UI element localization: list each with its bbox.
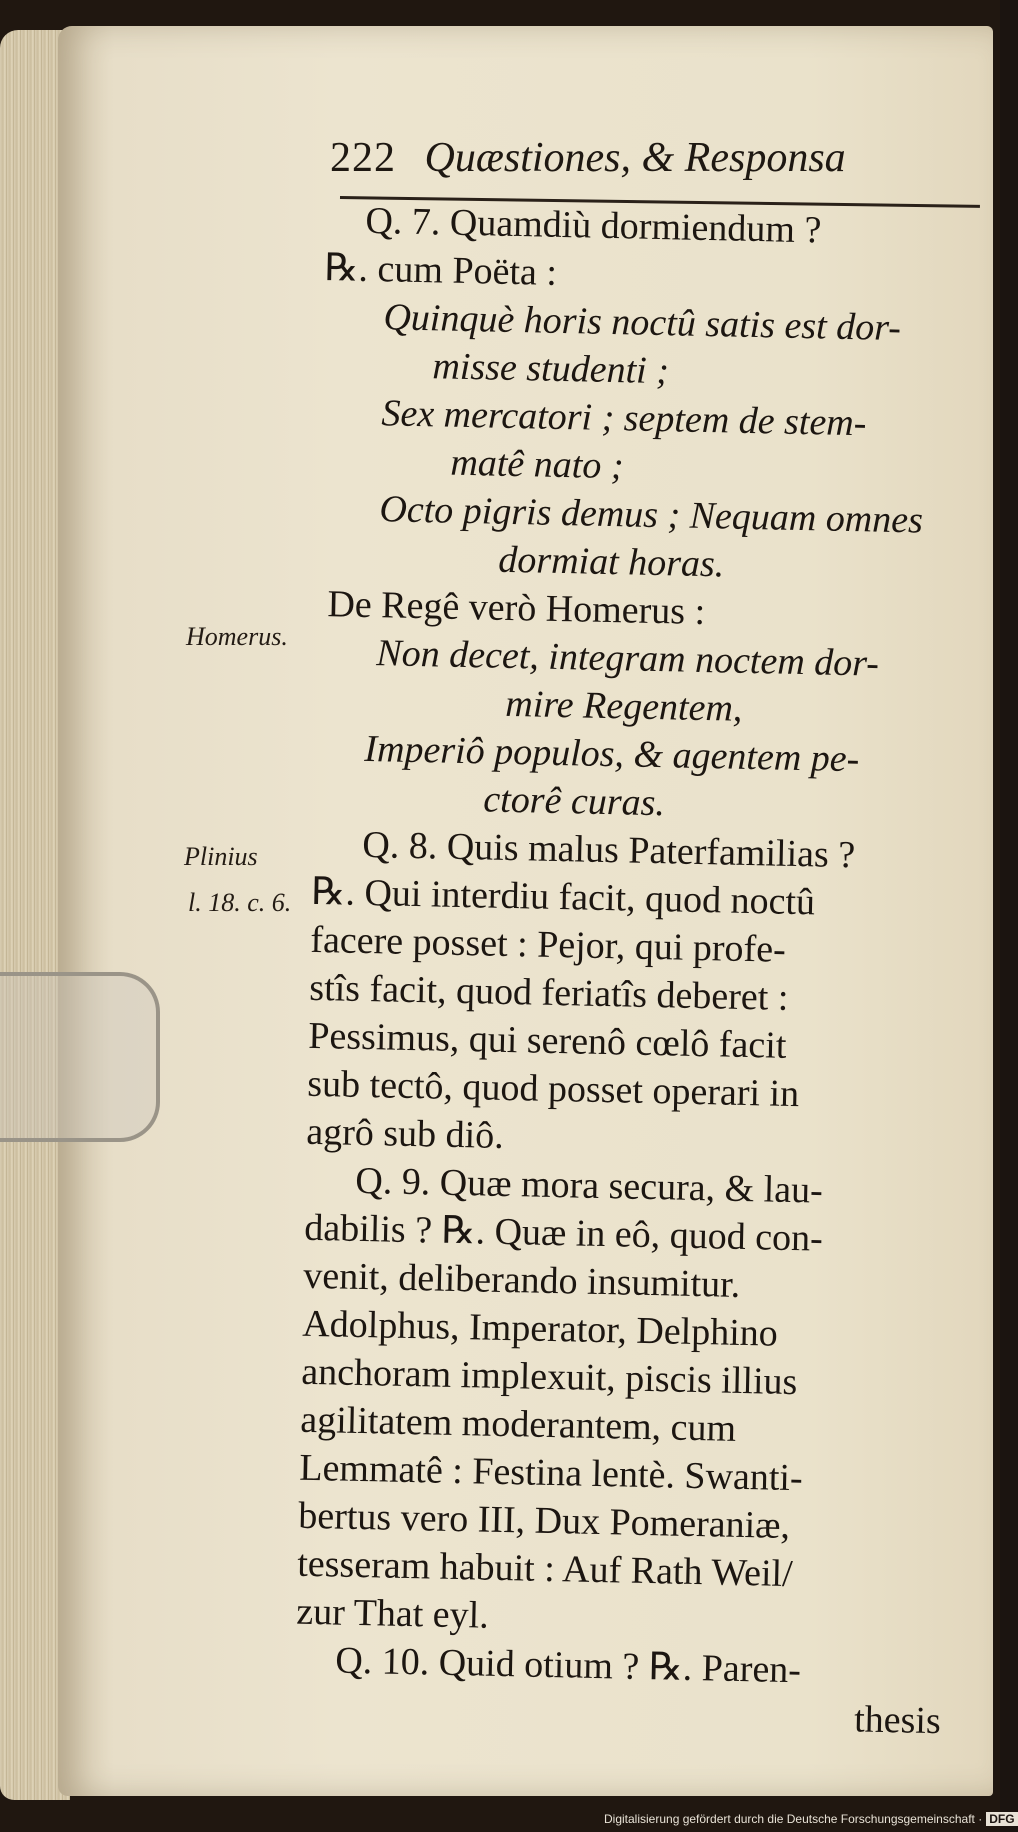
- text-line: Q. 7. Quamdiù dormiendum ?: [365, 199, 822, 252]
- text-line: agilitatem moderantem, cum: [299, 1398, 737, 1450]
- digitization-credit: [604, 1812, 1018, 1826]
- text-line: stîs facit, quod feriatîs deberet :: [308, 966, 789, 1019]
- text-line: Lemmatê : Festina lentè. Swanti-: [298, 1446, 804, 1500]
- text-line: matê nato ;: [450, 441, 624, 488]
- text-line: agrô sub diô.: [305, 1110, 505, 1157]
- margin-note-plinius: Plinius: [184, 842, 258, 871]
- margin-note-homerus: Homerus.: [186, 622, 288, 651]
- running-title: Quæstiones, & Responsa: [424, 135, 846, 181]
- text-line: Pessimus, qui serenô cœlô facit: [307, 1014, 787, 1067]
- text-line: tesseram habuit : Auf Rath Weil/: [296, 1542, 794, 1596]
- text-line: sub tectô, quod posset operari in: [306, 1062, 800, 1116]
- text-line: thesis: [853, 1698, 942, 1743]
- text-line: venit, deliberando insumitur.: [302, 1254, 741, 1306]
- text-line: ℞. Qui interdiu facit, quod noctû: [310, 870, 816, 924]
- text-line: anchoram implexuit, piscis illius: [300, 1350, 798, 1404]
- margin-note-reference: l. 18. c. 6.: [188, 888, 292, 917]
- text-line: Sex mercatori ; septem de stem-: [381, 392, 867, 445]
- text-line: ℞. cum Poëta :: [324, 246, 558, 294]
- text-line: De Regê verò Homerus :: [327, 583, 706, 634]
- text-line: mire Regentem,: [504, 682, 743, 730]
- text-line: bertus vero III, Dux Pomeraniæ,: [297, 1494, 791, 1548]
- page-number: 222: [330, 135, 396, 181]
- text-line: zur That eyl.: [295, 1590, 490, 1637]
- text-line: dabilis ? ℞. Quæ in eô, quod con-: [303, 1206, 824, 1260]
- text-line: Q. 8. Quis malus Paterfamilias ?: [361, 823, 856, 877]
- body-text: [294, 196, 976, 1745]
- text-line: facere posset : Pejor, qui profe-: [309, 918, 787, 971]
- text-line: Adolphus, Imperator, Delphino: [301, 1302, 779, 1355]
- text-line: Quinquè horis noctû satis est dor-: [383, 296, 902, 350]
- text-line: Imperiô populos, & agentem pe-: [363, 727, 860, 781]
- text-line: Non decet, integram noctem dor-: [375, 632, 880, 685]
- text-line: Q. 9. Quæ mora secura, & lau-: [354, 1159, 824, 1212]
- text-line: dormiat horas.: [497, 538, 725, 586]
- page-clip: [0, 972, 160, 1142]
- credit-text: Digitalisierung gefördert durch die Deutsche Forschungsgemeinschaft ·: [604, 1812, 983, 1826]
- text-line: ctorê curas.: [482, 778, 666, 825]
- text-line: Octo pigris demus ; Nequam omnes: [379, 488, 924, 542]
- dfg-logo: DFG: [986, 1812, 1017, 1826]
- running-head: [330, 134, 846, 182]
- text-line: misse studenti ;: [432, 345, 670, 393]
- text-line: Q. 10. Quid otium ? ℞. Paren-: [334, 1639, 802, 1692]
